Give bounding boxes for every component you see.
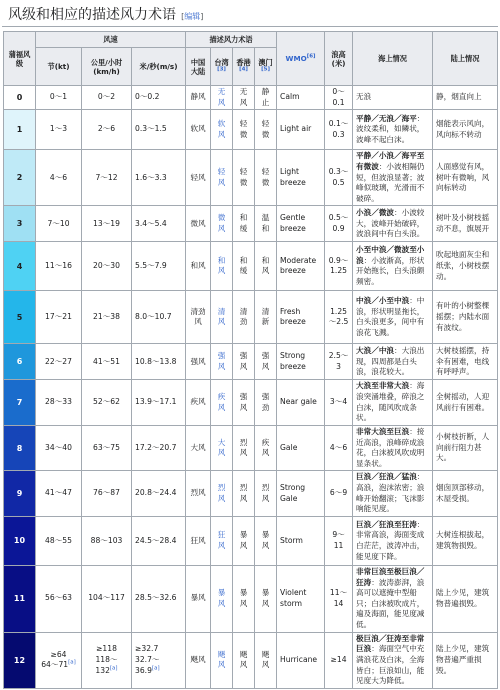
cell-level: 3 bbox=[4, 206, 36, 242]
sea-term: 平静／无浪／海平 bbox=[356, 113, 417, 123]
cell-land: 陆上少见，建筑物普遍严重损毁。 bbox=[433, 632, 498, 688]
cell-sea bbox=[353, 565, 433, 632]
beaufort-table bbox=[3, 31, 498, 689]
taiwan-ref[interactable]: [3] bbox=[217, 66, 226, 73]
cell-macau: 烈风 bbox=[255, 471, 277, 517]
cell-hongkong: 和缓 bbox=[233, 242, 255, 291]
cell-mainland: 强风 bbox=[186, 344, 211, 380]
sea-description: ：大浪出现，四周都是白头浪，浪花较大。 bbox=[356, 345, 425, 377]
cell-hongkong: 飓风 bbox=[233, 632, 255, 688]
taiwan-term-link[interactable]: 软风 bbox=[217, 119, 226, 139]
header-land-conditions: 陆上情况 bbox=[433, 32, 498, 86]
taiwan-label: 台湾 bbox=[214, 57, 229, 67]
cell-ms: 20.8～24.4 bbox=[132, 471, 186, 517]
taiwan-term-link[interactable]: 大风 bbox=[217, 437, 226, 458]
cell-knots: 7～10 bbox=[36, 206, 82, 242]
table-row bbox=[4, 150, 498, 206]
header-wind-speed: 风速 bbox=[36, 32, 186, 48]
cell-macau: 清新 bbox=[255, 291, 277, 344]
cell-hongkong: 清劲 bbox=[233, 291, 255, 344]
cell-knots: 22～27 bbox=[36, 344, 82, 380]
cell-land: 大树连根拔起，建筑物损毁。 bbox=[433, 516, 498, 565]
wmo-ref[interactable]: [6] bbox=[306, 53, 316, 60]
cell-taiwan bbox=[211, 150, 233, 206]
cell-macau: 轻微 bbox=[255, 150, 277, 206]
header-wave-height: 浪高(米) bbox=[325, 32, 353, 86]
sea-term: 小浪／微波 bbox=[356, 207, 395, 217]
value-kmh-range: 118～132 bbox=[95, 654, 118, 675]
cell-macau: 静止 bbox=[255, 86, 277, 110]
cell-macau: 温和 bbox=[255, 206, 277, 242]
sea-description: ：接近高浪，浪峰碎成浪花，白沫被风吹成明显条状。 bbox=[356, 426, 425, 468]
edit-bracket-close: ] bbox=[200, 12, 204, 21]
cell-ms: 28.5～32.6 bbox=[132, 565, 186, 632]
cell-kmh: 88～103 bbox=[82, 516, 132, 565]
value-knots-range: 64～71 bbox=[41, 660, 69, 670]
cell-land: 大树枝摇摆，持伞有困难，电线有呼呼声。 bbox=[433, 344, 498, 380]
cell-macau: 暴风 bbox=[255, 565, 277, 632]
cell-macau: 飓风 bbox=[255, 632, 277, 688]
sea-description: ：中浪，形状明显拖长，白头浪更多，间中有浪花飞溅。 bbox=[356, 296, 425, 337]
taiwan-term-link[interactable]: 飓风 bbox=[217, 649, 226, 670]
sea-description: ：海浪突涌堆叠，碎浪之白沫，随风吹成条状。 bbox=[356, 381, 425, 423]
taiwan-term-link[interactable]: 和风 bbox=[217, 255, 226, 276]
cell-sea bbox=[353, 380, 433, 426]
cell-knots: 4～6 bbox=[36, 150, 82, 206]
cell-macau: 暴风 bbox=[255, 516, 277, 565]
taiwan-term-link[interactable]: 疾风 bbox=[217, 392, 226, 412]
cell-sea bbox=[353, 110, 433, 150]
cell-level: 2 bbox=[4, 150, 36, 206]
cell-mainland: 飓风 bbox=[186, 632, 211, 688]
macau-ref[interactable]: [5] bbox=[261, 66, 270, 73]
cell-wave: 3～4 bbox=[325, 380, 353, 426]
table-row bbox=[4, 471, 498, 517]
sea-description: ：高浪，泡沫浓密；浪峰开始翻滚；飞沫影响能见度。 bbox=[356, 472, 425, 514]
cell-knots: 56～63 bbox=[36, 565, 82, 632]
cell-sea bbox=[353, 86, 433, 110]
cell-level: 11 bbox=[4, 565, 36, 632]
cell-mainland: 轻风 bbox=[186, 150, 211, 206]
table-row bbox=[4, 565, 498, 632]
cell-land: 烟囱顶部移动，木屋受损。 bbox=[433, 471, 498, 517]
cell-ms: 5.5～7.9 bbox=[132, 242, 186, 291]
header-terms: 描述风力术语 bbox=[186, 32, 277, 48]
cell-level: 5 bbox=[4, 291, 36, 344]
cell-wmo: Gale bbox=[277, 425, 325, 471]
table-row bbox=[4, 242, 498, 291]
table-row bbox=[4, 110, 498, 150]
cell-wmo: Light air bbox=[277, 110, 325, 150]
cell-land: 陆上少见，建筑物普遍损毁。 bbox=[433, 565, 498, 632]
cell-land: 人面感觉有风，树叶有微响，风向标转动 bbox=[433, 150, 498, 206]
cell-mainland: 暴风 bbox=[186, 565, 211, 632]
sea-term: 巨浪／狂浪／猛浪 bbox=[356, 472, 417, 482]
cell-wave: 0.5～0.9 bbox=[325, 206, 353, 242]
hongkong-ref[interactable]: [4] bbox=[239, 66, 248, 73]
cell-level: 8 bbox=[4, 425, 36, 471]
cell-hongkong: 暴风 bbox=[233, 565, 255, 632]
cell-knots bbox=[36, 632, 82, 688]
header-mainland: 中国大陆 bbox=[186, 48, 211, 86]
cell-knots: 41～47 bbox=[36, 471, 82, 517]
cell-kmh: 52～62 bbox=[82, 380, 132, 426]
cell-taiwan bbox=[211, 471, 233, 517]
cell-ms: 13.9～17.1 bbox=[132, 380, 186, 426]
cell-taiwan bbox=[211, 291, 233, 344]
cell-hongkong: 和缓 bbox=[233, 206, 255, 242]
cell-wave: 0.1～0.3 bbox=[325, 110, 353, 150]
cell-sea bbox=[353, 242, 433, 291]
cell-wave: ≥14 bbox=[325, 632, 353, 688]
cell-land: 吹起地面灰尘和纸张，小树枝摆动。 bbox=[433, 242, 498, 291]
value-kmh: ≥118 bbox=[96, 644, 117, 654]
table-row bbox=[4, 86, 498, 110]
cell-taiwan bbox=[211, 565, 233, 632]
header-sea-conditions: 海上情况 bbox=[353, 32, 433, 86]
edit-bracket-open: [ bbox=[181, 12, 185, 21]
header-level: 蒲福风级 bbox=[4, 32, 36, 86]
cell-mainland: 狂风 bbox=[186, 516, 211, 565]
ms-ref[interactable]: [a] bbox=[151, 664, 160, 671]
table-row bbox=[4, 632, 498, 688]
table-body bbox=[4, 86, 498, 689]
cell-level: 4 bbox=[4, 242, 36, 291]
cell-sea bbox=[353, 150, 433, 206]
cell-mainland: 软风 bbox=[186, 110, 211, 150]
cell-land: 全树摇动，人迎风前行有困难。 bbox=[433, 380, 498, 426]
cell-mainland: 微风 bbox=[186, 206, 211, 242]
taiwan-term-link[interactable]: 强风 bbox=[217, 351, 226, 371]
cell-hongkong: 暴风 bbox=[233, 516, 255, 565]
value-knots: ≥64 bbox=[50, 649, 67, 659]
cell-level: 12 bbox=[4, 632, 36, 688]
cell-wmo: Strong Gale bbox=[277, 471, 325, 517]
taiwan-term-link[interactable]: 微风 bbox=[217, 213, 226, 233]
header-macau bbox=[255, 48, 277, 86]
sea-term: 非常大浪至巨浪 bbox=[356, 426, 410, 436]
cell-kmh: 0～2 bbox=[82, 86, 132, 110]
cell-level: 7 bbox=[4, 380, 36, 426]
table-row bbox=[4, 380, 498, 426]
cell-wmo: Fresh breeze bbox=[277, 291, 325, 344]
cell-hongkong: 轻微 bbox=[233, 110, 255, 150]
cell-kmh: 20～30 bbox=[82, 242, 132, 291]
table-row bbox=[4, 206, 498, 242]
sea-term: 小至中浪／微波至小浪 bbox=[356, 245, 425, 265]
cell-wave: 1.25～2.5 bbox=[325, 291, 353, 344]
sea-description: ：小波相隔仍短，但波浪显著；波峰似玻璃，光滑而不破碎。 bbox=[356, 161, 425, 203]
cell-ms bbox=[132, 632, 186, 688]
sea-term: 非常巨浪至极巨浪／狂涛 bbox=[356, 566, 425, 587]
cell-kmh: 13～19 bbox=[82, 206, 132, 242]
header-taiwan bbox=[211, 48, 233, 86]
cell-taiwan bbox=[211, 86, 233, 110]
cell-taiwan bbox=[211, 380, 233, 426]
cell-wmo: Light breeze bbox=[277, 150, 325, 206]
section-heading bbox=[2, 0, 498, 27]
cell-sea bbox=[353, 291, 433, 344]
taiwan-term-link[interactable]: 烈风 bbox=[217, 483, 226, 503]
cell-macau: 轻微 bbox=[255, 110, 277, 150]
cell-ms: 0.3～1.5 bbox=[132, 110, 186, 150]
cell-sea bbox=[353, 206, 433, 242]
cell-ms: 8.0～10.7 bbox=[132, 291, 186, 344]
cell-knots: 1～3 bbox=[36, 110, 82, 150]
sea-term: 大浪至非常大浪 bbox=[356, 381, 410, 391]
cell-macau: 和风 bbox=[255, 242, 277, 291]
header-ms: 米/秒(m/s) bbox=[132, 48, 186, 86]
sea-term: 中浪／小至中浪 bbox=[356, 296, 410, 306]
cell-wave: 11～14 bbox=[325, 565, 353, 632]
header-wmo bbox=[277, 32, 325, 86]
sea-term: 极巨浪／狂涛至非常巨浪 bbox=[356, 633, 425, 654]
cell-land: 小树枝折断，人向前行阻力甚大。 bbox=[433, 425, 498, 471]
cell-macau: 强劲 bbox=[255, 380, 277, 426]
header-knots: 节(kt) bbox=[36, 48, 82, 86]
cell-wmo: Calm bbox=[277, 86, 325, 110]
cell-wmo: Strong breeze bbox=[277, 344, 325, 380]
cell-level: 1 bbox=[4, 110, 36, 150]
table-row bbox=[4, 425, 498, 471]
cell-hongkong: 烈风 bbox=[233, 425, 255, 471]
cell-wmo: Hurricane bbox=[277, 632, 325, 688]
macau-label: 澳门 bbox=[258, 57, 273, 67]
cell-hongkong: 强风 bbox=[233, 380, 255, 426]
cell-macau: 强风 bbox=[255, 344, 277, 380]
sea-description: ：非常高浪，海面变成白茫茫，波涛冲击，能见度下降。 bbox=[356, 519, 425, 561]
cell-wmo: Moderate breeze bbox=[277, 242, 325, 291]
cell-taiwan bbox=[211, 632, 233, 688]
cell-mainland: 静风 bbox=[186, 86, 211, 110]
sea-description: ：波涛澎湃，浪高可以遮掩中型船只；白沫被吹成片，遍及海面，能见度减低。 bbox=[356, 577, 425, 629]
cell-taiwan bbox=[211, 242, 233, 291]
cell-wmo: Violent storm bbox=[277, 565, 325, 632]
cell-level: 9 bbox=[4, 471, 36, 517]
cell-sea bbox=[353, 516, 433, 565]
cell-mainland: 和风 bbox=[186, 242, 211, 291]
taiwan-term-link[interactable]: 狂风 bbox=[217, 530, 226, 550]
cell-kmh bbox=[82, 632, 132, 688]
cell-hongkong: 无风 bbox=[233, 86, 255, 110]
cell-sea bbox=[353, 344, 433, 380]
cell-kmh: 2～6 bbox=[82, 110, 132, 150]
cell-wave: 6～9 bbox=[325, 471, 353, 517]
cell-taiwan bbox=[211, 344, 233, 380]
cell-land: 烟能表示风向，风向标不转动 bbox=[433, 110, 498, 150]
table-row bbox=[4, 344, 498, 380]
taiwan-term-link[interactable]: 无风 bbox=[217, 87, 226, 107]
value-ms-range: 32.7～36.9 bbox=[135, 654, 160, 675]
cell-mainland: 疾风 bbox=[186, 380, 211, 426]
section-title: 风级和相应的描述风力术语 bbox=[8, 7, 176, 23]
cell-kmh: 76～87 bbox=[82, 471, 132, 517]
cell-kmh: 21～38 bbox=[82, 291, 132, 344]
cell-wave: 4～6 bbox=[325, 425, 353, 471]
cell-wave: 9～11 bbox=[325, 516, 353, 565]
knots-ref[interactable]: [a] bbox=[68, 659, 76, 666]
taiwan-term-link[interactable]: 暴风 bbox=[217, 588, 226, 608]
cell-ms: 17.2～20.7 bbox=[132, 425, 186, 471]
cell-kmh: 63～75 bbox=[82, 425, 132, 471]
cell-land: 树叶及小树枝摇动不息，旗展开 bbox=[433, 206, 498, 242]
hongkong-label: 香港 bbox=[236, 57, 251, 67]
kmh-ref[interactable]: [a] bbox=[109, 664, 118, 671]
sea-description: ：小波渐高，形状开始拖长，白头浪颇频密。 bbox=[356, 255, 425, 286]
cell-wave: 0.9～1.25 bbox=[325, 242, 353, 291]
cell-mainland: 烈风 bbox=[186, 471, 211, 517]
cell-wave: 0～0.1 bbox=[325, 86, 353, 110]
sea-term: 无浪 bbox=[356, 92, 372, 102]
cell-wave: 0.3～0.5 bbox=[325, 150, 353, 206]
cell-mainland: 大风 bbox=[186, 425, 211, 471]
cell-ms: 24.5～28.4 bbox=[132, 516, 186, 565]
cell-wave: 2.5～3 bbox=[325, 344, 353, 380]
cell-taiwan bbox=[211, 516, 233, 565]
cell-hongkong: 轻微 bbox=[233, 150, 255, 206]
table-row bbox=[4, 516, 498, 565]
cell-knots: 17～21 bbox=[36, 291, 82, 344]
taiwan-term-link[interactable]: 清风 bbox=[217, 306, 226, 327]
cell-macau: 疾风 bbox=[255, 425, 277, 471]
cell-knots: 48～55 bbox=[36, 516, 82, 565]
cell-wmo: Near gale bbox=[277, 380, 325, 426]
edit-link[interactable]: 编辑 bbox=[184, 12, 201, 21]
sea-term: 平静／小浪／海平至有微波 bbox=[356, 151, 425, 171]
cell-sea bbox=[353, 425, 433, 471]
cell-wmo: Gentle breeze bbox=[277, 206, 325, 242]
header-kmh: 公里/小时(km/h) bbox=[82, 48, 132, 86]
cell-knots: 34～40 bbox=[36, 425, 82, 471]
cell-level: 10 bbox=[4, 516, 36, 565]
cell-kmh: 7～12 bbox=[82, 150, 132, 206]
cell-kmh: 41～51 bbox=[82, 344, 132, 380]
sea-term: 巨浪／狂浪至狂涛 bbox=[356, 519, 417, 529]
cell-knots: 28～33 bbox=[36, 380, 82, 426]
cell-ms: 3.4～5.4 bbox=[132, 206, 186, 242]
cell-ms: 1.6～3.3 bbox=[132, 150, 186, 206]
cell-mainland: 清劲风 bbox=[186, 291, 211, 344]
value-ms: ≥32.7 bbox=[135, 644, 159, 654]
cell-hongkong: 烈风 bbox=[233, 471, 255, 517]
cell-knots: 0～1 bbox=[36, 86, 82, 110]
cell-sea bbox=[353, 471, 433, 517]
sea-description: ：小波较大，波峰开始破碎，波浪间中有白头浪。 bbox=[356, 207, 425, 239]
cell-taiwan bbox=[211, 110, 233, 150]
table-row bbox=[4, 291, 498, 344]
cell-land: 静，烟直向上 bbox=[433, 86, 498, 110]
cell-land: 有叶的小树整棵摇摆；内陆水面有波纹。 bbox=[433, 291, 498, 344]
sea-description: ：海面空气中充满浪花及白沫，全海皆白；巨浪如山，能见度大为降低。 bbox=[356, 644, 425, 686]
cell-knots: 11～16 bbox=[36, 242, 82, 291]
cell-kmh: 104～117 bbox=[82, 565, 132, 632]
sea-description: ：波纹柔和，如鳞状，波峰不起白沫。 bbox=[356, 113, 425, 145]
cell-hongkong: 强风 bbox=[233, 344, 255, 380]
cell-sea bbox=[353, 632, 433, 688]
cell-taiwan bbox=[211, 425, 233, 471]
cell-ms: 10.8～13.8 bbox=[132, 344, 186, 380]
cell-wmo: Storm bbox=[277, 516, 325, 565]
cell-level: 6 bbox=[4, 344, 36, 380]
wmo-link[interactable]: WMO bbox=[285, 54, 307, 63]
header-hongkong bbox=[233, 48, 255, 86]
cell-level: 0 bbox=[4, 86, 36, 110]
sea-term: 大浪／中浪 bbox=[356, 345, 395, 355]
cell-ms: 0～0.2 bbox=[132, 86, 186, 110]
cell-taiwan bbox=[211, 206, 233, 242]
taiwan-term-link[interactable]: 轻风 bbox=[217, 167, 226, 187]
